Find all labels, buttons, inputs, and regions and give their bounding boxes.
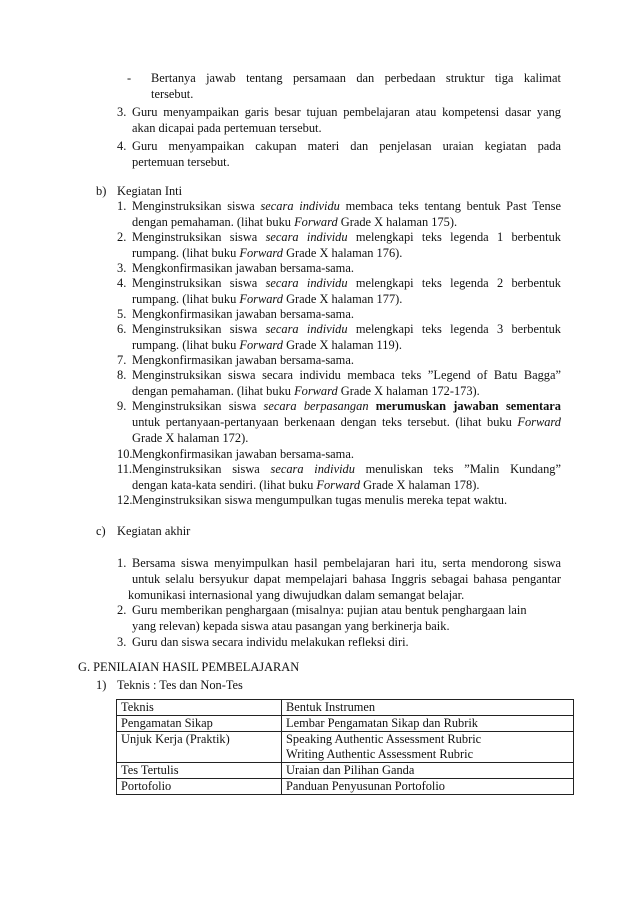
list-number: 2. [117, 603, 127, 617]
section-heading: G. PENILAIAN HASIL PEMBELAJARAN [78, 660, 300, 674]
list-item-text: rumpang. (lihat buku Forward Grade X halaman 177). [132, 292, 403, 306]
list-marker: - [127, 71, 132, 85]
list-item-text: Bersama siswa menyimpulkan hasil pembelajaran hari itu, serta mendorong siswa [132, 556, 561, 570]
section-title: Kegiatan akhir [117, 524, 191, 538]
list-item-text: Guru memberikan penghargaan (misalnya: pujian atau bentuk penghargaan lain [132, 603, 527, 617]
list-number: 10. [117, 447, 133, 461]
list-item-text: akan dicapai pada pertemuan tersebut. [132, 121, 322, 135]
table-cell: Unjuk Kerja (Praktik) [117, 732, 282, 763]
list-item-text: pertemuan tersebut. [132, 155, 230, 169]
list-number: 3. [117, 261, 127, 275]
list-item-text: untuk selalu bersyukur dapat mempelajari bahasa Inggris sebagai bahasa pengantar [132, 572, 561, 586]
table-cell-line: Writing Authentic Assessment Rubric [286, 747, 474, 761]
list-number: 2. [117, 230, 127, 244]
list-item-text: Grade X halaman 172). [132, 431, 249, 445]
list-item-text: komunikasi internasional yang diwujudkan dalam semangat belajar. [128, 588, 465, 602]
list-number: 12. [117, 493, 133, 507]
section-label: b) [96, 184, 107, 198]
list-item-text: rumpang. (lihat buku Forward Grade X halaman 119). [132, 338, 402, 352]
list-item-text: Mengkonfirmasikan jawaban bersama-sama. [132, 447, 354, 461]
table-header-cell: Bentuk Instrumen [282, 700, 574, 716]
list-item-text: Guru dan siswa secara individu melakukan refleksi diri. [132, 635, 409, 649]
list-item-text: Menginstruksikan siswa secara individu melengkapi teks legenda 3 berbentuk [132, 322, 561, 336]
list-item-text: Menginstruksikan siswa secara individu menuliskan teks ”Malin Kundang” [132, 462, 561, 476]
list-number: 6. [117, 322, 127, 336]
list-item-text: Menginstruksikan siswa mengumpulkan tugas menulis mereka tepat waktu. [132, 493, 508, 507]
list-item-text: yang relevan) kepada siswa atau pasangan yang berkinerja baik. [132, 619, 450, 633]
table-row [117, 779, 574, 795]
list-item-text: dengan pemahaman. (lihat buku Forward Grade X halaman 175). [132, 215, 458, 229]
list-item-text: Menginstruksikan siswa secara berpasangan merumuskan jawaban sementara [132, 399, 562, 413]
list-number: 5. [117, 307, 127, 321]
table-row [117, 716, 574, 732]
list-item-text: Guru menyampaikan cakupan materi dan penjelasan uraian kegiatan pada [132, 139, 561, 153]
list-number: 3. [117, 105, 127, 119]
list-number: 4. [117, 276, 127, 290]
list-item-text: Mengkonfirmasikan jawaban bersama-sama. [132, 307, 354, 321]
list-item-text: Menginstruksikan siswa secara individu membaca teks ”Legend of Batu Bagga” [132, 368, 561, 382]
list-item-text: tersebut. [151, 87, 194, 101]
table-row [117, 763, 574, 779]
list-item-text: dengan kata-kata sendiri. (lihat buku Forward Grade X halaman 178). [132, 478, 480, 492]
list-item-text: Mengkonfirmasikan jawaban bersama-sama. [132, 353, 354, 367]
assessment-table [116, 699, 574, 795]
list-number: 7. [117, 353, 127, 367]
table-cell: Uraian dan Pilihan Ganda [282, 763, 574, 779]
section-label: c) [96, 524, 106, 538]
list-number: 3. [117, 635, 127, 649]
section-title: Teknis : Tes dan Non-Tes [117, 678, 243, 692]
table-cell [282, 732, 574, 763]
list-item-text: Menginstruksikan siswa secara individu membaca teks tentang bentuk Past Tense [132, 199, 561, 213]
section-label: 1) [96, 678, 107, 692]
table-cell: Portofolio [117, 779, 282, 795]
table-cell: Lembar Pengamatan Sikap dan Rubrik [282, 716, 574, 732]
list-item-text: Guru menyampaikan garis besar tujuan pembelajaran atau kompetensi dasar yang [132, 105, 561, 119]
list-item-text: dengan pemahaman. (lihat buku Forward Grade X halaman 172-173). [132, 384, 480, 398]
list-item-text: Bertanya jawab tentang persamaan dan perbedaan struktur tiga kalimat [151, 71, 561, 85]
list-item-text: untuk pertanyaan-pertanyaan berkenaan dengan teks tersebut. (lihat buku Forward [132, 415, 561, 429]
list-number: 11. [117, 462, 133, 476]
list-item-text: Menginstruksikan siswa secara individu melengkapi teks legenda 2 berbentuk [132, 276, 561, 290]
list-item-text: Menginstruksikan siswa secara individu melengkapi teks legenda 1 berbentuk [132, 230, 561, 244]
table-cell: Pengamatan Sikap [117, 716, 282, 732]
table-cell: Tes Tertulis [117, 763, 282, 779]
table-cell: Panduan Penyusunan Portofolio [282, 779, 574, 795]
section-title: Kegiatan Inti [117, 184, 183, 198]
table-header-cell: Teknis [117, 700, 282, 716]
list-number: 8. [117, 368, 127, 382]
table-row [117, 732, 574, 763]
list-number: 9. [117, 399, 127, 413]
list-number: 4. [117, 139, 127, 153]
list-item-text: rumpang. (lihat buku Forward Grade X halaman 176). [132, 246, 403, 260]
table-cell-line: Speaking Authentic Assessment Rubric [286, 732, 482, 746]
list-number: 1. [117, 199, 127, 213]
list-item-text: Mengkonfirmasikan jawaban bersama-sama. [132, 261, 354, 275]
table-header-row [117, 700, 574, 716]
list-number: 1. [117, 556, 127, 570]
